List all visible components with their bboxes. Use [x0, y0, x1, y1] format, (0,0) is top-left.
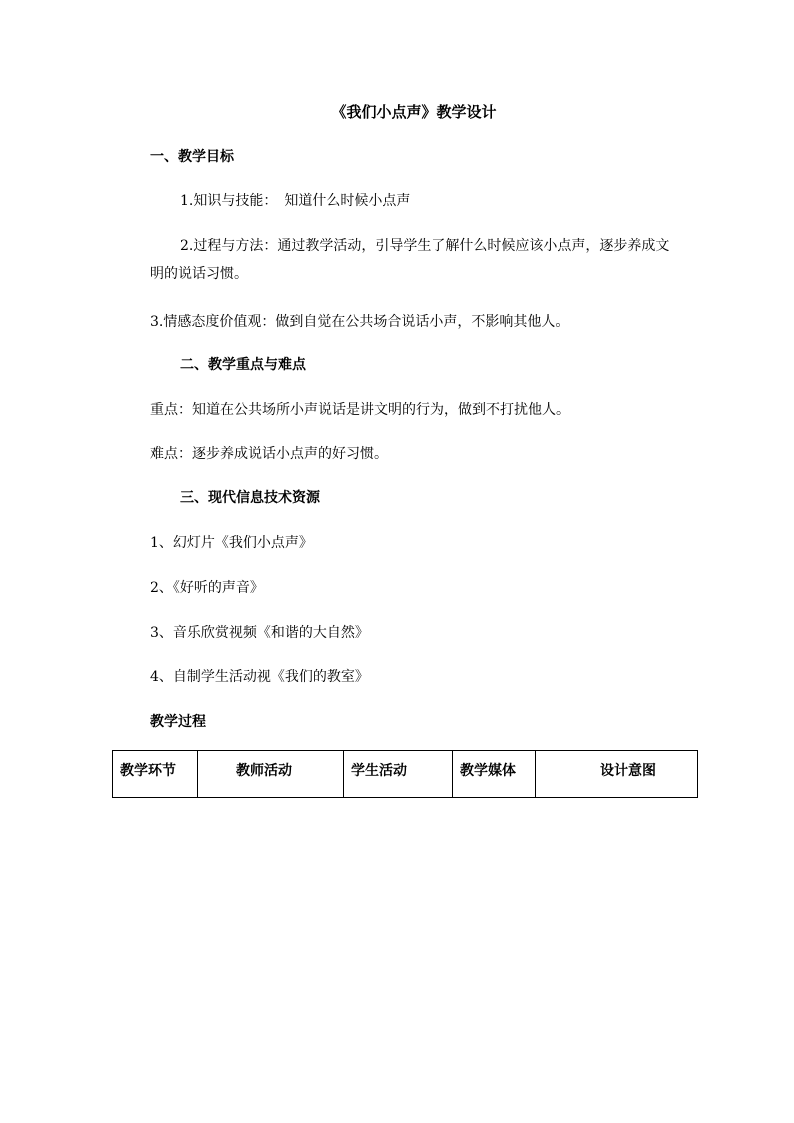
- resource-item: 3、音乐欣赏视频《和谐的大自然》: [150, 625, 369, 641]
- resource-item: 1、幻灯片《我们小点声》: [150, 535, 313, 551]
- teaching-process-table: [112, 750, 698, 798]
- table-header-row: [113, 751, 698, 798]
- column-header-stage: 教学环节: [113, 751, 198, 798]
- column-header-student-activity: 学生活动: [344, 751, 453, 798]
- goal-knowledge-skills: 1.知识与技能： 知道什么时候小点声: [180, 193, 411, 209]
- section-heading-key-points: 二、教学重点与难点: [180, 357, 306, 373]
- key-point-text: 重点：知道在公共场所小声说话是讲文明的行为，做到不打扰他人。: [150, 402, 570, 418]
- document-title: 《我们小点声》教学设计: [331, 103, 497, 121]
- goal-process-method: 2.过程与方法：通过教学活动，引导学生了解什么时候应该小点声，逐步养成文明的说话习惯。: [150, 238, 670, 282]
- section-heading-teaching-process: 教学过程: [150, 714, 206, 730]
- difficulty-text: 难点：逐步养成说话小点声的好习惯。: [150, 446, 388, 462]
- section-heading-it-resources: 三、现代信息技术资源: [180, 490, 320, 506]
- goal-emotion-attitude: 3.情感态度价值观：做到自觉在公共场合说话小声，不影响其他人。: [150, 314, 570, 330]
- column-header-teacher-activity: 教师活动: [198, 751, 344, 798]
- column-header-design-intent: 设计意图: [536, 751, 698, 798]
- resource-item: 2、《好听的声音》: [150, 580, 264, 596]
- column-header-teaching-media: 教学媒体: [453, 751, 536, 798]
- resource-item: 4、自制学生活动视《我们的教室》: [150, 669, 369, 685]
- section-heading-teaching-goals: 一、教学目标: [150, 149, 234, 165]
